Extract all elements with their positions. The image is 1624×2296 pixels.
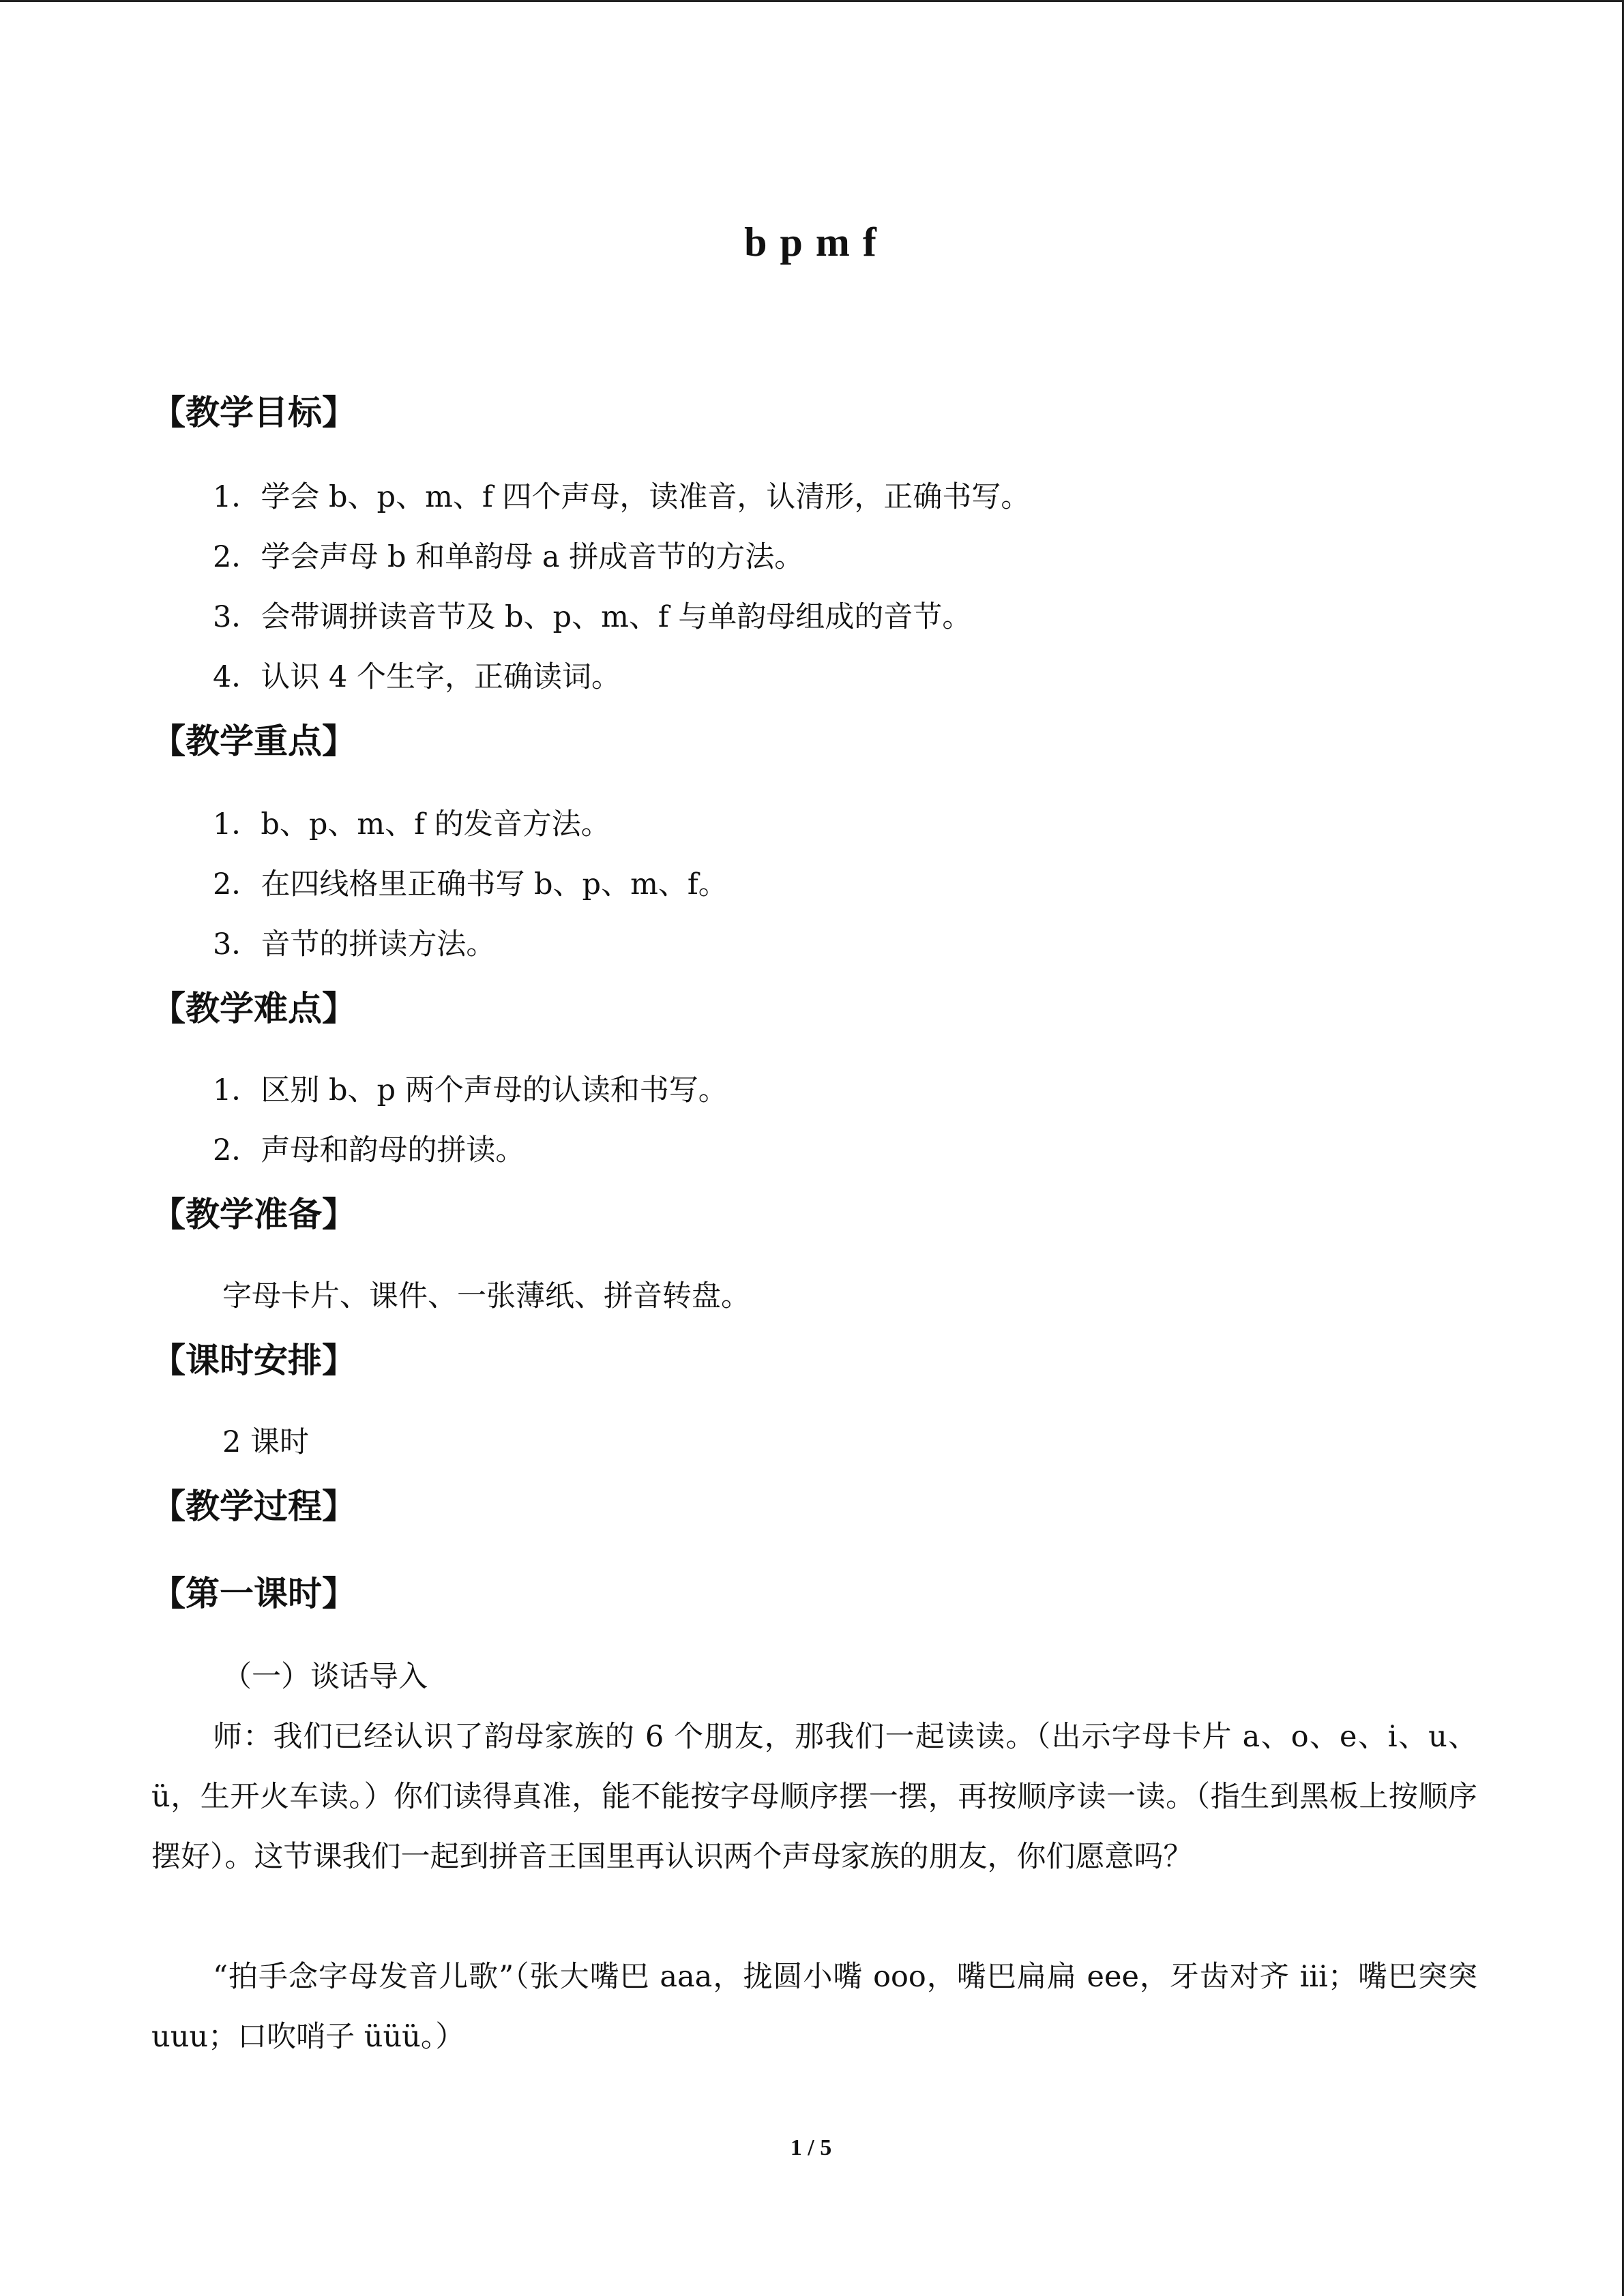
heading-process: 【教学过程】 — [151, 1487, 356, 1526]
difficulty-item-2: 2．声母和韵母的拼读。 — [213, 1133, 525, 1167]
goal-item-4: 4．认识 4 个生字，正确读词。 — [213, 660, 621, 694]
goal-item-1: 1．学会 b、p、m、f 四个声母，读准音，认清形，正确书写。 — [213, 480, 1031, 514]
key-point-item-3: 3．音节的拼读方法。 — [213, 927, 496, 961]
heading-preparation: 【教学准备】 — [151, 1195, 356, 1234]
preparation-text: 字母卡片、课件、一张薄纸、拼音转盘。 — [222, 1279, 750, 1313]
schedule-text: 2 课时 — [222, 1425, 310, 1459]
heading-schedule: 【课时安排】 — [151, 1341, 356, 1380]
heading-key-points: 【教学重点】 — [151, 721, 356, 761]
lesson-one-subheading: （一）谈话导入 — [222, 1660, 428, 1694]
key-point-item-1: 1．b、p、m、f 的发音方法。 — [213, 807, 610, 841]
difficulty-item-1: 1．区别 b、p 两个声母的认读和书写。 — [213, 1073, 728, 1107]
heading-difficulties: 【教学难点】 — [151, 989, 356, 1028]
heading-teaching-goals: 【教学目标】 — [151, 393, 356, 432]
heading-lesson-one: 【第一课时】 — [151, 1574, 356, 1613]
page-number: 1 / 5 — [790, 2135, 832, 2160]
goal-item-2: 2．学会声母 b 和单韵母 a 拼成音节的方法。 — [213, 540, 804, 574]
key-point-item-2: 2．在四线格里正确书写 b、p、m、f。 — [213, 867, 728, 901]
lesson-one-paragraph-2: “拍手念字母发音儿歌”（张大嘴巴 aaa，拢圆小嘴 ooo，嘴巴扁扁 eee，牙齿对齐 iii；嘴巴突突 uuu；口吹哨子 üüü。） — [151, 1960, 1477, 2054]
goal-item-3: 3．会带调拼读音节及 b、p、m、f 与单韵母组成的音节。 — [213, 600, 972, 634]
lesson-one-paragraph-1: 师：我们已经认识了韵母家族的 6 个朋友，那我们一起读读。（出示字母卡片 a、o、e、i、u、ü，生开火车读。）你们读得真准，能不能按字母顺序摆一摆，再按顺序读一读。（指生到黑板上按顺序摆好）。这节课我们一起到拼音王国里再认识两个声母家族的朋友，你们愿意吗？ — [151, 1720, 1477, 1874]
document-title: b p m f — [744, 220, 878, 265]
